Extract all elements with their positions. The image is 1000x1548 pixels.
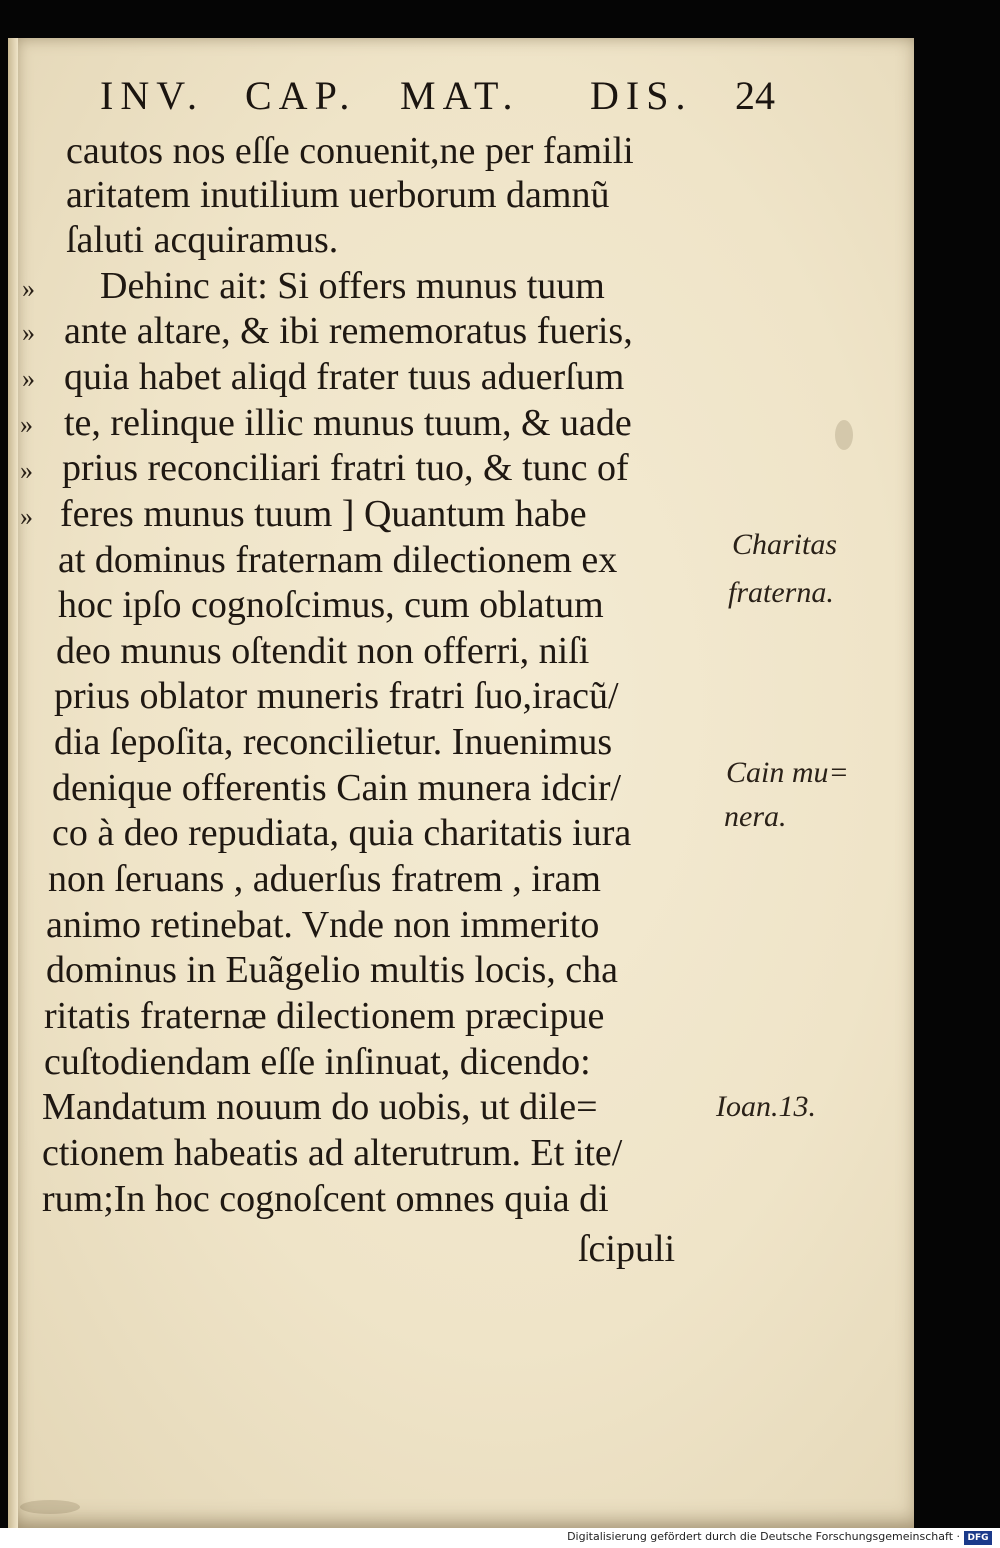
quote-mark: » xyxy=(20,502,33,531)
header-part-mat: MAT. xyxy=(400,73,520,118)
dfg-logo: DFG xyxy=(964,1531,992,1545)
text-line: feres munus tuum ] Quantum habe xyxy=(60,493,587,535)
margin-note-cain-2: nera. xyxy=(724,800,787,833)
text-line: denique offerentis Cain munera idcir/ xyxy=(52,767,622,809)
text-line: cuſtodiendam eſſe inſinuat, dicendo: xyxy=(44,1041,591,1083)
text-line: dia ſepoſita, reconcilietur. Inuenimus xyxy=(54,721,613,763)
text-line: Mandatum nouum do uobis, ut dile= xyxy=(42,1086,598,1128)
header-part-cap: CAP. xyxy=(245,73,357,118)
quote-mark: » xyxy=(22,274,35,303)
text-line: co à deo repudiata, quia charitatis iura xyxy=(52,812,632,854)
header-part-inv: INV. xyxy=(100,73,204,118)
catchword: ſcipuli xyxy=(578,1228,676,1270)
page-gutter-edge xyxy=(8,38,18,1528)
page-number: 24 xyxy=(735,73,775,118)
text-line: hoc ipſo cognoſcimus, cum oblatum xyxy=(58,584,604,626)
text-line: aritatem inutilium uerborum damnũ xyxy=(66,174,610,216)
ink-smudge xyxy=(835,420,853,450)
text-line: deo munus oſtendit non offerri, niſi xyxy=(56,630,590,672)
text-line: ſaluti acquiramus. xyxy=(66,219,339,261)
quote-mark: » xyxy=(22,318,35,347)
text-line: Dehinc ait: Si offers munus tuum xyxy=(100,265,605,307)
text-line: cautos nos eſſe conuenit,ne per famili xyxy=(66,130,634,172)
ink-smudge xyxy=(20,1500,80,1514)
text-line: dominus in Euãgelio multis locis, cha xyxy=(46,949,619,991)
text-line: at dominus fraternam dilectionem ex xyxy=(58,539,618,581)
text-line: rum;In hoc cognoſcent omnes quia di xyxy=(42,1178,609,1220)
margin-note-ioan: Ioan.13. xyxy=(716,1090,816,1123)
text-line: animo retinebat. Vnde non immerito xyxy=(46,904,600,946)
funding-credit: Digitalisierung gefördert durch die Deutsche Forschungsgemeinschaft · xyxy=(567,1530,960,1543)
text-line: ctionem habeatis ad alterutrum. Et ite/ xyxy=(42,1132,623,1174)
text-line: non ſeruans , aduerſus fratrem , iram xyxy=(48,858,601,900)
text-line: te, relinque illic munus tuum, & uade xyxy=(64,402,632,444)
text-line: prius reconciliari fratri tuo, & tunc of xyxy=(62,447,629,489)
quote-mark: » xyxy=(20,410,33,439)
margin-note-charitas-2: fraterna. xyxy=(728,576,834,609)
quote-mark: » xyxy=(20,456,33,485)
text-line: quia habet aliqd frater tuus aduerſum xyxy=(64,356,625,398)
margin-note-cain-1: Cain mu= xyxy=(726,756,849,789)
header-part-dis: DIS. xyxy=(590,73,693,118)
quote-mark: » xyxy=(22,364,35,393)
text-line: ritatis fraternæ dilectionem præcipue xyxy=(44,995,605,1037)
footer-bar xyxy=(0,1528,1000,1548)
running-header xyxy=(100,72,800,122)
margin-note-charitas-1: Charitas xyxy=(732,528,838,561)
text-line: ante altare, & ibi rememoratus fueris, xyxy=(64,310,633,352)
text-line: prius oblator muneris fratri ſuo,iracũ/ xyxy=(54,675,619,717)
